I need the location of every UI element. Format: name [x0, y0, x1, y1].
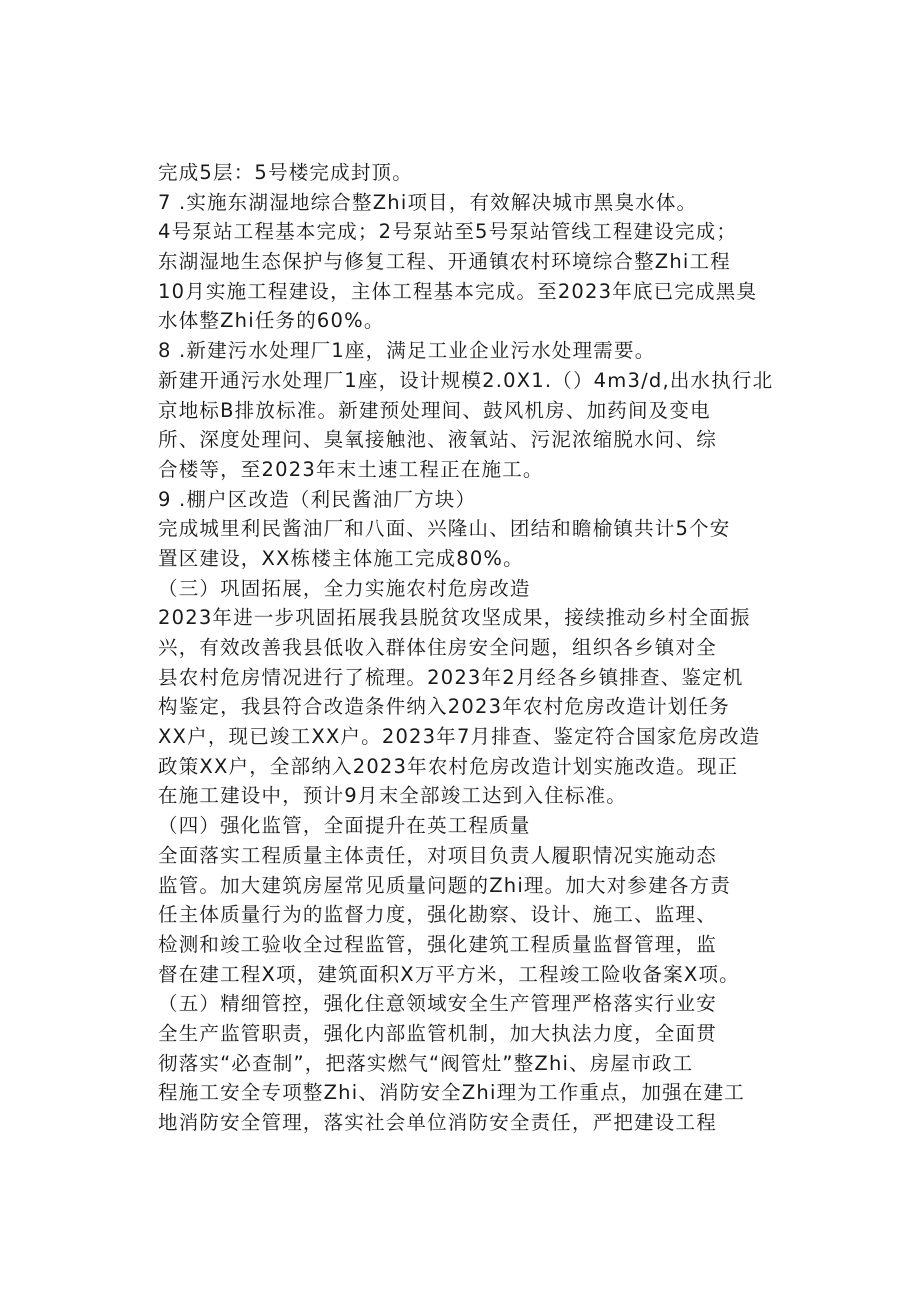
text-line: 4号泵站工程基本完成；2号泵站至5号泵站管线工程建设完成；	[158, 220, 738, 244]
text-line: 水体整Zhi任务的60%。	[158, 309, 385, 333]
text-line: 构鉴定，我县符合改造条件纳入2023年农村危房改造计划任务	[158, 695, 730, 719]
document-body	[158, 158, 774, 1138]
item-7-heading: 7 .实施东湖湿地综合整Zhi项目，有效解决城市黑臭水体。	[158, 190, 698, 214]
text-line: 监管。加大建筑房屋常见质量问题的Zhi理。加大对参建各方责	[158, 873, 731, 897]
text-line: 置区建设，XX栋楼主体施工完成80%。	[158, 546, 524, 570]
item-8-heading: 8 .新建污水处理厂1座，满足工业企业污水处理需要。	[158, 339, 656, 363]
text-line: 程施工安全专项整Zhi、消防安全Zhi理为工作重点，加强在建工	[158, 1081, 745, 1105]
text-line: 完成城里利民酱油厂和八面、兴隆山、团结和瞻榆镇共计5个安	[158, 517, 731, 541]
text-line: 县农村危房情况进行了梳理。2023年2月经各乡镇排查、鉴定机	[158, 665, 744, 689]
text-line: 督在建工程X项，建筑面积X万平方米，工程竣工险收备案X项。	[158, 962, 740, 986]
text-line: 新建开通污水处理厂1座，设计规模2.0X1.（）4m3∕d,出水执行北	[158, 368, 774, 392]
text-line: 任主体质量行为的监督力度，强化勘察、设计、施工、监理、	[158, 903, 717, 927]
text-line: 完成5层：5号楼完成封顶。	[158, 161, 413, 184]
text-line: 兴，有效改善我县低收入群体住房安全问题，组织各乡镇对全	[158, 636, 717, 659]
text-line: 合楼等，至2023年末土速工程正在施工。	[158, 457, 544, 481]
text-line: XX户，现已竣工XX户。2023年7月排查、鉴定符合国家危房改造	[158, 725, 761, 749]
text-line: 彻落实“必查制”，把落实燃气“阀管灶”整Zhi、房屋市政工	[158, 1051, 694, 1075]
text-line: 检测和竣工验收全过程监管，强化建筑工程质量监督管理，监	[158, 932, 717, 956]
text-line: 2023年进一步巩固拓展我县脱贫攻坚成果，接续推动乡村全面振	[158, 606, 751, 630]
section-3-heading: （三）巩固拓展，全力实施农村危房改造	[158, 576, 531, 600]
section-4-heading: （四）强化监管，全面提升在英工程质量	[158, 814, 531, 838]
item-9-heading: 9 .棚户区改造（利民酱油厂方块）	[158, 487, 477, 511]
text-line: 全生产监管职责，强化内部监管机制，加大执法力度，全面贯	[158, 1021, 717, 1045]
text-line: 政策XX户，全部纳入2023年农村危房改造计划实施改造。现正	[158, 754, 739, 778]
text-line: 京地标B排放标准。新建预处理间、鼓风机房、加药间及变电	[158, 398, 711, 422]
text-line: 所、深度处理问、臭氧接触池、液氧站、污泥浓缩脱水问、综	[158, 428, 717, 452]
text-line: 10月实施工程建设，主体工程基本完成。至2023年底已完成黑臭	[158, 279, 758, 303]
section-5-heading: （五）精细管控，强化住意领域安全生产管理严格落实行业安	[158, 992, 717, 1016]
text-line: 全面落实工程质量主体责任，对项目负责人履职情况实施动态	[158, 843, 717, 867]
text-line: 东湖湿地生态保护与修复工程、开通镇农村环境综合整Zhi工程	[158, 250, 731, 274]
text-line: 在施工建设中，预计9月末全部竣工达到入住标准。	[158, 784, 628, 808]
text-line: 地消防安全管理，落实社会单位消防安全责任，严把建设工程	[158, 1111, 717, 1134]
